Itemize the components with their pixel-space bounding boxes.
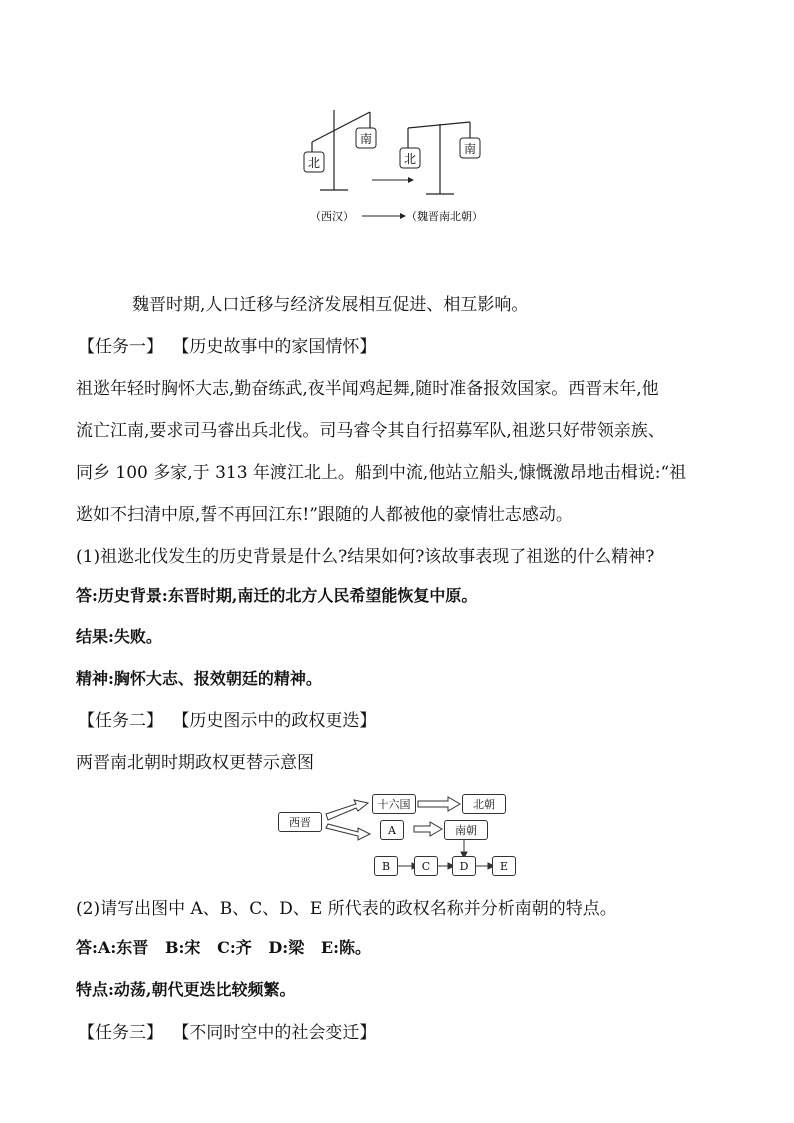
- scale-left-north-label: 北: [307, 156, 321, 170]
- population-scale-diagram: [290, 100, 510, 230]
- task3-title: 【不同时空中的社会变迁】: [172, 1023, 377, 1043]
- task1-heading: [78, 336, 376, 358]
- hollow-arrow-icon: [414, 822, 442, 836]
- scale-western-han: [312, 110, 373, 190]
- answer-2-regimes: 答:A:东晋 B:宋 C:齐 D:梁 E:陈。: [76, 938, 372, 957]
- box-e: E: [492, 856, 516, 876]
- question-1: (1)祖逖北伐发生的历史背景是什么?结果如何?该故事表现了祖逖的什么精神?: [76, 547, 655, 567]
- task2-title: 【历史图示中的政权更迭】: [172, 711, 377, 731]
- scale-right-north-label: 北: [403, 152, 417, 166]
- story-line: 祖逖年轻时胸怀大志,勤奋练武,夜半闻鸡起舞,随时准备报效国家。西晋末年,他: [76, 379, 659, 399]
- question-2: (2)请写出图中 A、B、C、D、E 所代表的政权名称并分析南朝的特点。: [76, 899, 617, 919]
- hollow-arrow-icon: [418, 797, 460, 811]
- box-xijin: 西晋: [278, 812, 322, 832]
- box-d: D: [452, 856, 476, 876]
- box-c: C: [414, 856, 438, 876]
- regime-flow-diagram: [270, 790, 530, 880]
- task1-title: 【历史故事中的家国情怀】: [172, 337, 377, 357]
- regime-chart-title: 两晋南北朝时期政权更替示意图: [76, 753, 314, 773]
- task2-heading: [78, 710, 376, 732]
- caption-wei-jin: （魏晋南北朝）: [406, 210, 483, 223]
- box-nanchao: 南朝: [444, 820, 488, 840]
- box-beichao: 北朝: [462, 794, 506, 814]
- caption-western-han: （西汉）: [310, 210, 354, 223]
- hollow-arrow-icon: [326, 824, 370, 840]
- box-b: B: [374, 856, 398, 876]
- task3-heading: [78, 1022, 376, 1044]
- box-a: A: [380, 820, 404, 840]
- answer-1-result: 结果:失败。: [76, 627, 162, 646]
- scale-right-south-label: 南: [463, 142, 477, 156]
- task3-tag: 【任务三】: [78, 1023, 163, 1043]
- task1-tag: 【任务一】: [78, 337, 163, 357]
- story-line: 同乡 100 多家,于 313 年渡江北上。船到中流,他站立船头,慷慨激昂地击楫说:“祖: [76, 463, 687, 483]
- hollow-arrow-icon: [326, 800, 368, 820]
- story-line: 流亡江南,要求司马睿出兵北伐。司马睿令其自行招募军队,祖逖只好带领亲族、: [76, 421, 665, 441]
- box-shiliuguo: 十六国: [372, 794, 416, 814]
- story-line: 逖如不扫清中原,誓不再回江东!”跟随的人都被他的豪情壮志感动。: [76, 505, 573, 525]
- task2-tag: 【任务二】: [78, 711, 163, 731]
- intro-text: 魏晋时期,人口迁移与经济发展相互促进、相互影响。: [132, 295, 529, 315]
- scale-left-south-label: 南: [359, 132, 373, 146]
- arrow-icon: [408, 177, 414, 183]
- answer-1-spirit: 精神:胸怀大志、报效朝廷的精神。: [76, 669, 322, 688]
- answer-1-background: 答:历史背景:东晋时期,南迁的北方人民希望能恢复中原。: [76, 586, 478, 605]
- answer-2-feature: 特点:动荡,朝代更迭比较频繁。: [76, 980, 296, 999]
